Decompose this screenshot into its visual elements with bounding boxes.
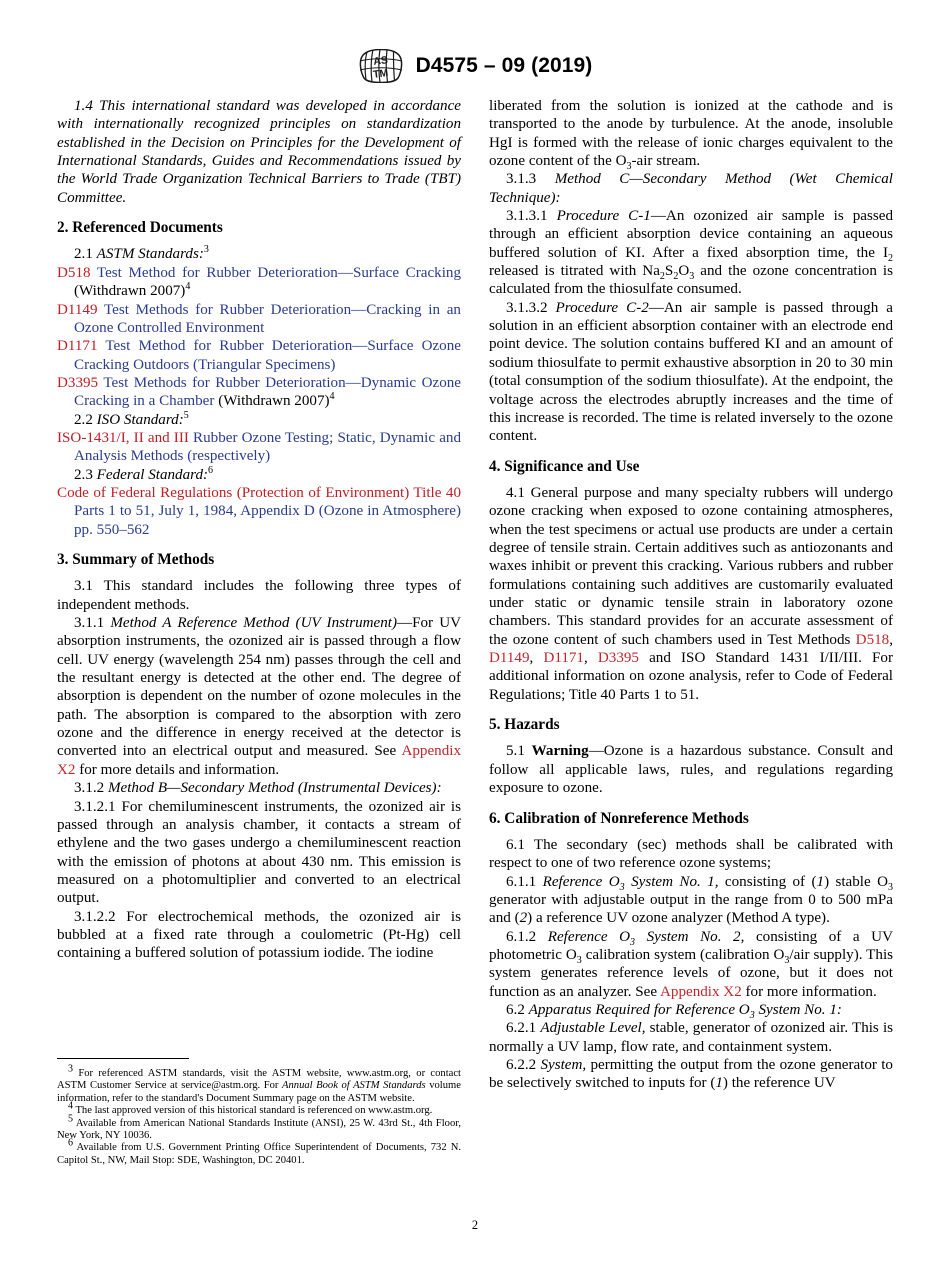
subscript: 2: [673, 271, 679, 283]
paragraph-text: S: [664, 263, 674, 280]
right-column: [489, 97, 893, 1093]
paragraph-number: 3.1.3.2: [506, 299, 548, 316]
paragraph-label: ASTM Standards:: [96, 246, 204, 263]
footnote-italic-text: Annual Book of ASTM Standards: [282, 1080, 426, 1092]
paragraph-2-3: [57, 466, 461, 484]
reference-designation[interactable]: Code of Federal Regulations (Protection of Environment) Title 40: [57, 484, 461, 501]
paragraph-label: Adjustable Level,: [540, 1020, 646, 1037]
reference-cfr[interactable]: [57, 484, 461, 539]
paragraph-number: 3.1: [74, 578, 93, 595]
paragraph-number: 6.1.1: [506, 873, 537, 890]
paragraph-text: —An air sample is passed through a solution in an efficient absorption container with an electrode end point device. The solution contains buffered KI and an amount of sodium thiosulfate to permit exhaustive absorption in 20 to 30 min (total consumption of the sodium thiosulfate). At the endpoint, the voltage across the electrodes abruptly increases and the time of this increase is recorded. The time is related inversely to the ozone content.: [489, 299, 893, 445]
reference-title[interactable]: Test Method for Rubber Deterioration—Surface Cracking: [96, 264, 461, 281]
reference-title[interactable]: Rubber Ozone Testing; Static, Dynamic and Analysis Methods (respectively): [74, 429, 461, 465]
reference-d1171[interactable]: [57, 337, 461, 374]
footnote-marker: 3: [68, 1063, 73, 1075]
reference-link-d1171[interactable]: D1171: [543, 650, 584, 667]
warning-label: Warning: [531, 743, 589, 760]
paragraph-3-1-2-1: [57, 798, 461, 908]
subscript: 3: [784, 954, 790, 966]
paragraph-text: stable, generator of ozonized air. This is normally a UV lamp, flow rate, and containment system.: [489, 1020, 894, 1055]
paragraph-text: —For UV absorption instruments, the ozonized air is passed through a flow cell. UV energy (wavelength 254 nm) passes through the cell and the resultant energy is detected at the other end. The degree of absorption is dependent on the number of ozone molecules in the path. The absorption is compared to the absorption with zero ozone and the difference in energy received at the detector is converted into an electrical output and measured. See: [57, 615, 462, 760]
paragraph-text-tail: and the ozone concentration is calculated from the thiosulfate consumed.: [489, 263, 893, 298]
paragraph-text-tail: ) a reference UV ozone analyzer (Method A type).: [527, 910, 830, 927]
paragraph-text-tail: and ISO Standard 1431 I/II/III. For additional information on ozone analysis, refer to Code of Federal Regulations; Title 40 Parts 1 to 51.: [489, 650, 893, 703]
footnote-item: [57, 1100, 461, 1117]
heading-referenced-documents: 2. Referenced Documents: [57, 219, 223, 237]
paragraph-label: System,: [540, 1057, 587, 1074]
reference-status: (Withdrawn 2007): [218, 393, 330, 410]
paragraph-number: 3.1.3.1: [506, 208, 548, 225]
footnote-list: [57, 1063, 461, 1167]
footnote-marker: 4: [68, 1100, 73, 1112]
heading-significance-and-use: 4. Significance and Use: [489, 457, 640, 475]
footnote-marker[interactable]: 4: [185, 281, 191, 293]
paragraph-label: Procedure C-2: [555, 299, 649, 316]
paragraph-3-1-1: [57, 614, 461, 779]
paragraph-label: Reference O: [547, 928, 631, 945]
left-column: [57, 97, 461, 963]
subscript: 3: [888, 881, 893, 893]
paragraph-number: 2.2: [74, 411, 93, 428]
reference-link-d518[interactable]: D518: [855, 631, 890, 648]
subscript: 3: [626, 161, 632, 173]
paragraph-text-tail: -air stream.: [631, 153, 701, 170]
paragraph-number: 4.1: [506, 484, 525, 501]
paragraph-text: ) stable O: [824, 873, 888, 890]
paragraph-text: liberated from the solution is ionized at the cathode and is transported to the anode by turbulence. At the anode, insoluble HgI is formed with the release of ionic charges equivalent to the ozone content of the O: [489, 98, 893, 170]
paragraph-text: This international standard was developed in accordance with internationally recognized principles on standardization established in the Decision on Principles for the Development of International Standards, Guides and Recommendations issued by the World Trade Organization Technical Barriers to Trade (TBT) Committee.: [57, 98, 461, 206]
enumerator: 2: [519, 910, 528, 927]
paragraph-label: Method B—Secondary Method (Instrumental Devices):: [107, 780, 442, 797]
paragraph-number: 2.3: [74, 466, 93, 483]
paragraph-label: ISO Standard:: [96, 411, 184, 428]
subscript: 2: [888, 252, 893, 264]
paragraph-text-tail: for more information.: [741, 983, 877, 1000]
document-body: [57, 97, 893, 1217]
footnotes-block: [57, 1058, 461, 1167]
paragraph-label: Apparatus Required for Reference O: [528, 1002, 750, 1018]
footnote-marker: 5: [68, 1113, 73, 1125]
paragraph-continued: [489, 97, 893, 173]
reference-iso-1431[interactable]: [57, 429, 461, 466]
footnote-item: [57, 1137, 461, 1167]
paragraph-6-1-2: [489, 928, 893, 1001]
document-designation: D4575 – 09 (2019): [415, 54, 593, 77]
paragraph-number: 6.2: [506, 1002, 525, 1018]
footnote-marker[interactable]: 5: [183, 409, 189, 421]
paragraph-label-tail: System No. 1:: [754, 1002, 842, 1018]
paragraph-text: For electrochemical methods, the ozonized air is bubbled at a fixed rate through a coulometric (Pt-Hg) cell containing a buffered solution of potassium iodide. The iodine: [57, 908, 462, 962]
reference-title[interactable]: Parts 1 to 51, July 1, 1984, Appendix D (Ozone in Atmosphere) pp. 550–562: [74, 503, 461, 538]
footnote-marker: 6: [68, 1137, 73, 1149]
paragraph-label: Method A Reference Method (UV Instrument): [110, 615, 397, 632]
paragraph-number: 6.1.2: [506, 928, 537, 945]
paragraph-label-tail: System No. 2,: [635, 928, 745, 945]
paragraph-text: calibration system (calibration O: [581, 946, 785, 963]
paragraph-text: This standard includes the following three types of independent methods.: [57, 578, 461, 613]
paragraph-5-1: [489, 742, 893, 797]
footnote-item: [57, 1113, 461, 1143]
footnote-text: For referenced ASTM standards, visit the ASTM website, www.astm.org, or contact ASTM Customer Service at service@astm.org. For: [57, 1068, 461, 1092]
page-header: [0, 44, 950, 88]
separator: ,: [529, 650, 544, 667]
paragraph-text: O: [678, 263, 690, 280]
svg-text:TM: TM: [371, 67, 389, 81]
paragraph-text: /air supply). This system generates reference levels of ozone, but it does not function as an analyzer. See: [489, 946, 894, 1000]
paragraph-text: —An ozonized air sample is passed through an efficient absorption device containing an aqueous buffered solution of KI. After a fixed absorption time, the I: [489, 208, 894, 261]
paragraph-6-1-1: [489, 873, 893, 928]
reference-status: (Withdrawn 2007): [74, 283, 186, 300]
footnote-marker[interactable]: 4: [329, 391, 335, 403]
reference-d518[interactable]: [57, 264, 461, 301]
paragraph-2-2: [57, 411, 461, 429]
reference-designation[interactable]: D1171: [57, 338, 98, 355]
footnote-marker[interactable]: 6: [208, 464, 214, 476]
paragraph-number: 6.1: [506, 836, 525, 853]
paragraph-label: Method C—Secondary Method (Wet Chemical Technique):: [489, 171, 893, 206]
paragraph-number: 3.1.2.2: [74, 908, 116, 925]
paragraph-label: Procedure C-1: [556, 208, 651, 225]
paragraph-2-1: [57, 245, 461, 263]
paragraph-label: Reference O: [542, 873, 620, 890]
paragraph-3-1-2-2: [57, 908, 461, 963]
paragraph-3-1-3-2: [489, 299, 893, 446]
enumerator: 1: [715, 1075, 723, 1092]
paragraph-text: General purpose and many specialty rubbers will undergo ozone cracking when exposed to ozone containing atmospheres, when the test specimens or actual use products are under a certain degree of tensile strain. Certain additives such as antiozonants and waxes inhibit or prevent this cracking. Various rubbers and rubber formulations containing such additives are customarily evaluated under static or dynamic tensile strain in laboratory ozone chambers. This standard provides for an accurate assessment of the ozone content of such chambers used in Test Methods: [489, 484, 894, 648]
footnote-text: The last approved version of this historical standard is referenced on www.astm.org.: [73, 1105, 433, 1117]
paragraph-number: 6.2.1: [506, 1020, 537, 1037]
subscript: 2: [659, 271, 665, 283]
paragraph-number: 3.1.2.1: [74, 798, 116, 815]
paragraph-text: The secondary (sec) methods shall be calibrated with respect to one of two reference ozone systems;: [489, 836, 893, 872]
paragraph-text-tail: ) the reference UV: [722, 1075, 836, 1092]
subscript: 3: [630, 936, 636, 948]
subscript: 3: [576, 954, 582, 966]
paragraph-text: consisting of a UV photometric O: [489, 928, 893, 963]
reference-title[interactable]: Test Method for Rubber Deterioration—Surface Ozone Cracking Outdoors (Triangular Specimens): [74, 338, 461, 373]
heading-calibration-of-nonreference-methods: 6. Calibration of Nonreference Methods: [489, 809, 749, 827]
footnote-text: Available from American National Standards Institute (ANSI), 25 W. 43rd St., 4th Floor, New York, NY 10036.: [57, 1117, 461, 1142]
reference-designation[interactable]: D3395: [57, 374, 99, 391]
appendix-x2-link[interactable]: Appendix X2: [660, 983, 742, 1000]
paragraph-number: 2.1: [74, 246, 93, 263]
paragraph-text: generator with adjustable output in the range from 0 to 500 mPa and (: [489, 891, 893, 927]
heading-summary-of-methods: 3. Summary of Methods: [57, 550, 215, 568]
astm-logo: [358, 49, 404, 83]
reference-link-d1149[interactable]: D1149: [489, 650, 530, 667]
paragraph-number: 3.1.3: [506, 171, 537, 188]
reference-designation[interactable]: D1149: [57, 301, 98, 318]
paragraph-text: released is titrated with Na: [489, 263, 660, 280]
separator: ,: [889, 631, 893, 648]
paragraph-3-1: [57, 577, 461, 614]
paragraph-3-1-3: [489, 170, 893, 207]
paragraph-text: —Ozone is a hazardous substance. Consult and follow all applicable laws, rules, and regulations regarding exposure to ozone.: [489, 743, 893, 797]
footnote-text: Available from U.S. Government Printing Office Superintendent of Documents, 732 N. Capitol St., NW, Mail Stop: SDE, Washington, DC 20401.: [57, 1142, 461, 1166]
subscript: 3: [749, 1010, 755, 1022]
paragraph-label: Federal Standard:: [96, 466, 209, 483]
subscript: 3: [689, 271, 695, 283]
reference-designation[interactable]: ISO-1431/I, II and III: [57, 429, 189, 446]
enumerator: 1: [816, 873, 825, 890]
reference-title[interactable]: Test Methods for Rubber Deterioration—Dynamic Ozone Cracking in a Chamber: [74, 374, 461, 410]
footnote-marker[interactable]: 3: [203, 244, 209, 256]
reference-d3395[interactable]: [57, 374, 461, 411]
paragraph-text: permitting the output from the ozone generator to be selectively switched to inputs for (: [489, 1057, 893, 1092]
paragraph-number: 6.2.2: [506, 1057, 537, 1074]
svg-text:AS: AS: [372, 54, 389, 68]
footnote-item: [57, 1063, 461, 1105]
paragraph-number: 3.1.2: [74, 780, 105, 797]
paragraph-6-2: [489, 1001, 893, 1022]
footnote-text-tail: volume information, refer to the standard's Document Summary page on the ASTM website.: [57, 1080, 461, 1104]
paragraph-text-tail: for more details and information.: [75, 761, 280, 778]
reference-title[interactable]: Test Methods for Rubber Deterioration—Cracking in an Ozone Controlled Environment: [74, 301, 461, 336]
paragraph-number: 3.1.1: [74, 615, 105, 632]
paragraph-6-2-2: [489, 1056, 893, 1093]
paragraph-text: For chemiluminescent instruments, the ozonized air is passed through an analysis chamber, it contacts a stream of ethylene and the two gases undergo a chemiluminescent reaction with the emission of photons at about 430 nm. This emission is measured on a photomultiplier and converted to an electrical output.: [57, 798, 461, 907]
paragraph-number: 5.1: [506, 743, 525, 760]
subscript: 3: [619, 881, 625, 893]
paragraph-4-1: [489, 484, 893, 704]
reference-d1149[interactable]: [57, 301, 461, 338]
paragraph-label-tail: System No. 1,: [624, 873, 719, 890]
footnote-separator-rule: [57, 1058, 189, 1059]
reference-designation[interactable]: D518: [57, 264, 91, 281]
paragraph-text: consisting of (: [718, 873, 817, 890]
appendix-x2-link[interactable]: Appendix X2: [57, 743, 461, 778]
paragraph-6-2-1: [489, 1019, 893, 1056]
paragraph-3-1-2: [57, 779, 461, 797]
paragraph-6-1: [489, 836, 893, 873]
heading-hazards: 5. Hazards: [489, 716, 560, 734]
paragraph-1-4: [57, 97, 461, 207]
paragraph-number: 1.4: [74, 98, 93, 114]
reference-link-d3395[interactable]: D3395: [597, 650, 639, 667]
separator: ,: [583, 650, 598, 667]
page-number: 2: [471, 1218, 479, 1232]
paragraph-3-1-3-1: [489, 207, 893, 299]
